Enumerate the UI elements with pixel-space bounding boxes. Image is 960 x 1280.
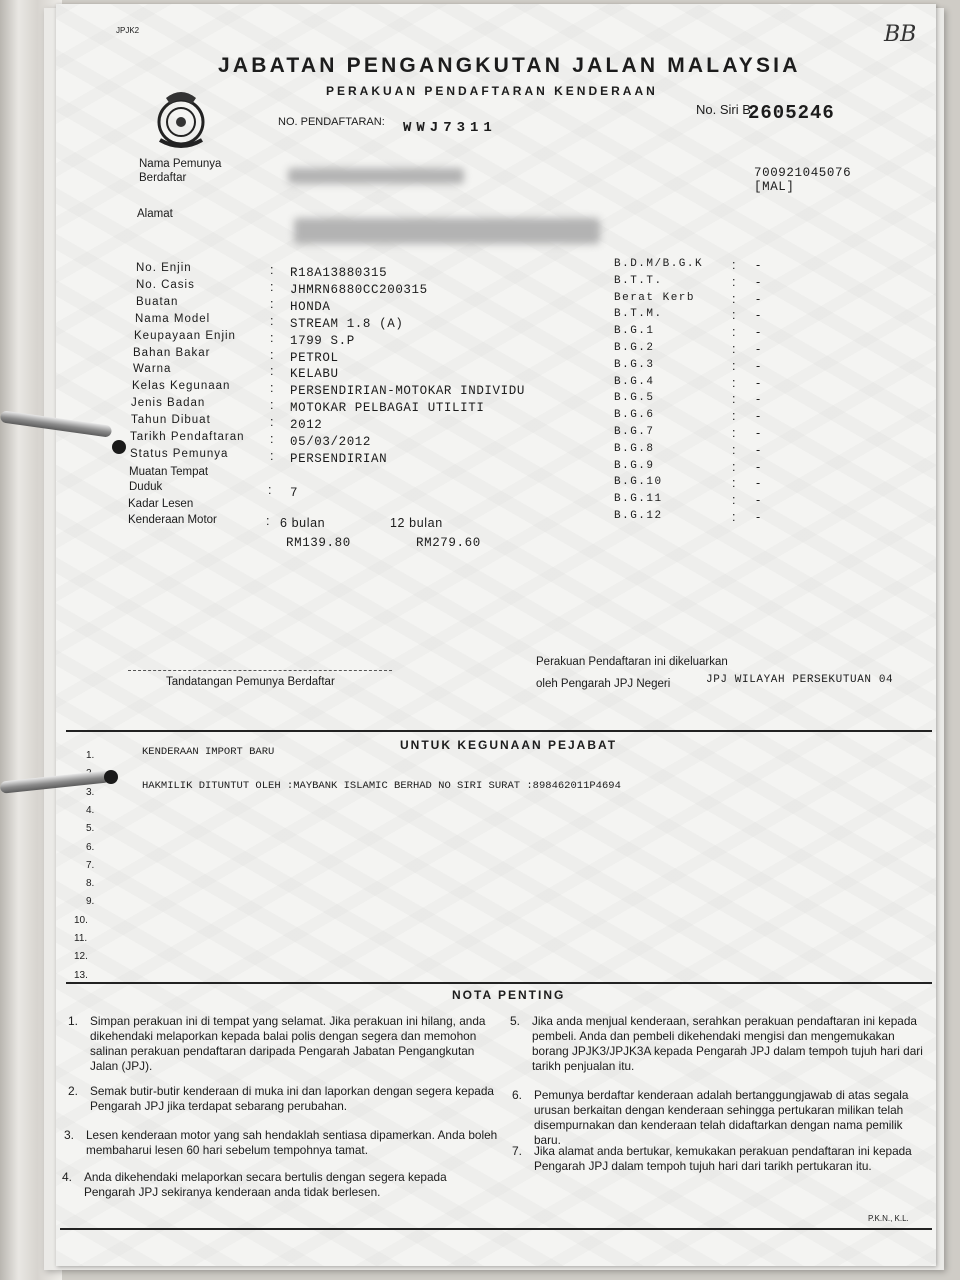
weight-colon: : — [732, 510, 737, 524]
issued-by-line-2: oleh Pengarah JPJ Negeri — [536, 678, 671, 690]
field-colon: : — [270, 263, 275, 277]
weight-label: B.G.8 — [614, 442, 655, 455]
nota-item-number: 6. — [512, 1088, 523, 1102]
weight-value: - — [756, 258, 761, 272]
weight-colon: : — [732, 476, 737, 491]
weight-value: - — [756, 476, 761, 491]
document-subtitle: PERAKUAN PENDAFTARAN KENDERAAN — [326, 84, 658, 98]
nota-item-text: Lesen kenderaan motor yang sah hendaklah sentiasa dipamerkan. Anda boleh membaharui lesen 60 hari sebelum tempohnya tamat. — [86, 1128, 498, 1157]
nota-item-number: 4. — [62, 1170, 73, 1184]
nota-item-text: Semak butir-butir kenderaan di muka ini dan laporkan dengan segera kepada Pengarah JPJ jika terdapat sebarang perubahan. — [90, 1084, 494, 1113]
field-label: Warna — [133, 363, 172, 376]
weight-label: B.G.6 — [614, 409, 655, 422]
office-line-number: 5. — [86, 823, 95, 835]
field-colon: : — [270, 296, 275, 311]
weight-label: B.G.12 — [614, 510, 663, 522]
field-colon: : — [270, 347, 275, 362]
office-line-number: 11. — [74, 933, 88, 944]
nota-item-text: Jika alamat anda bertukar, kemukakan perakuan pendaftaran ini kepada Pengarah JPJ dalam tempoh tujuh hari dari tarikh pertukaran itu. — [534, 1144, 912, 1173]
registration-certificate — [56, 4, 936, 1266]
license-rate-label: Kadar Lesen — [128, 498, 194, 510]
issuing-office: JPJ WILAYAH PERSEKUTUAN 04 — [706, 674, 894, 686]
nota-item-text: Anda dikehendaki melaporkan secara bertulis dengan segera kepada Pengarah JPJ sekiranya kenderaan anda tidak berlesen. — [84, 1170, 447, 1199]
owner-name-label-2: Berdaftar — [139, 172, 187, 184]
weight-colon: : — [732, 291, 737, 306]
field-value: 2012 — [290, 418, 323, 433]
office-line-number: 6. — [86, 841, 95, 853]
weight-label: B.G.1 — [614, 325, 655, 338]
redacted-address — [294, 218, 600, 244]
weight-value: - — [756, 308, 761, 323]
weight-value: - — [756, 510, 761, 524]
weight-colon: : — [732, 493, 737, 508]
weight-colon: : — [732, 409, 737, 424]
office-line-number: 10. — [74, 914, 88, 926]
weight-label: B.G.11 — [614, 493, 663, 506]
field-label: Nama Model — [135, 312, 211, 325]
weight-colon: : — [732, 258, 737, 272]
field-value: PERSENDIRIAN — [290, 451, 388, 466]
nota-item-text: Jika anda menjual kenderaan, serahkan perakuan pendaftaran ini kepada pembeli. Anda dan pembeli dikehendaki mengisi dan mengemukakan borang JPJK3/JPJK3A kepada Pengarah JPJ dalam tempoh tujuh hari dari tarikh penjualan itu. — [532, 1014, 923, 1073]
license-rate-label-2: Kenderaan Motor — [128, 514, 217, 526]
nota-divider — [66, 982, 932, 984]
weight-colon: : — [732, 342, 737, 356]
seating-value: 7 — [290, 486, 299, 500]
redacted-owner-name — [288, 168, 464, 184]
field-colon: : — [270, 448, 275, 463]
office-use-title: UNTUK KEGUNAAN PEJABAT — [400, 738, 618, 752]
punch-hole-bottom — [104, 770, 118, 784]
jpj-crest-icon — [146, 82, 216, 152]
field-label: Buatan — [136, 295, 179, 308]
field-value: STREAM 1.8 (A) — [290, 316, 404, 331]
weight-label: B.T.M. — [614, 308, 663, 321]
nota-item-number: 3. — [64, 1128, 75, 1142]
field-colon: : — [270, 415, 275, 430]
weight-value: - — [756, 375, 761, 390]
weight-value: - — [756, 342, 761, 356]
office-divider — [66, 730, 932, 732]
license-period-12: 12 bulan — [390, 516, 443, 530]
field-label: Bahan Bakar — [133, 346, 211, 359]
weight-value: - — [756, 358, 761, 373]
field-value: JHMRN6880CC200315 — [290, 282, 428, 297]
weight-colon: : — [732, 325, 737, 340]
weight-colon: : — [732, 426, 737, 440]
weight-value: - — [756, 392, 761, 407]
field-colon: : — [270, 432, 275, 446]
field-value: 1799 S.P — [290, 333, 355, 348]
field-label: No. Enjin — [136, 262, 192, 274]
weight-value: - — [756, 442, 761, 457]
owner-signature-line — [128, 670, 392, 671]
weight-label: B.G.2 — [614, 342, 655, 354]
office-line-2: HAKMILIK DITUNTUT OLEH :MAYBANK ISLAMIC BERHAD NO SIRI SURAT :898462011P4694 — [142, 780, 621, 792]
nota-title: NOTA PENTING — [452, 988, 566, 1002]
owner-id-tag: [MAL] — [754, 180, 795, 194]
address-label: Alamat — [137, 208, 173, 220]
field-label: Status Pemunya — [130, 447, 229, 460]
weight-label: B.G.4 — [614, 375, 655, 388]
weight-colon: : — [732, 392, 737, 407]
weight-value: - — [756, 325, 761, 340]
weight-label: B.T.T. — [614, 274, 663, 287]
office-line-number: 1. — [86, 750, 95, 761]
field-colon: : — [270, 330, 275, 345]
weight-colon: : — [732, 308, 737, 323]
weight-colon: : — [732, 274, 737, 289]
weight-label: B.G.10 — [614, 476, 663, 489]
nota-item-number: 2. — [68, 1084, 79, 1098]
seating-label: Muatan Tempat — [129, 466, 209, 478]
seating-label-2: Duduk — [129, 481, 163, 493]
corner-mark: BB — [884, 22, 917, 47]
field-value: PETROL — [290, 350, 339, 365]
nota-item-number: 1. — [68, 1014, 79, 1028]
nota-item-text: Pemunya berdaftar kenderaan adalah bertanggungjawab di atas segala urusan berkaitan dengan kenderaan sehingga pertukaran milikan telah disempurnakan dan kenderaan telah didaftarkan dengan nama pemilik baru. — [534, 1088, 909, 1147]
office-line-1: KENDERAAN IMPORT BARU — [142, 746, 275, 758]
field-value: HONDA — [290, 299, 331, 314]
weight-label: B.G.7 — [614, 426, 655, 438]
weight-label: B.G.3 — [614, 358, 655, 371]
registration-number: WWJ7311 — [403, 120, 497, 136]
field-value: 05/03/2012 — [290, 435, 372, 449]
office-line-number: 8. — [86, 878, 95, 890]
weight-value: - — [756, 459, 761, 474]
serial-number: 2605246 — [748, 102, 835, 124]
field-value: PERSENDIRIAN-MOTOKAR INDIVIDU — [290, 384, 525, 399]
owner-name-label: Nama Pemunya — [139, 158, 222, 170]
office-line-number: 3. — [86, 786, 95, 798]
weight-value: - — [756, 274, 761, 289]
weight-value: - — [756, 409, 761, 424]
field-colon: : — [270, 381, 275, 396]
nota-item-text: Simpan perakuan ini di tempat yang selamat. Jika perakuan ini hilang, anda dikehendaki melaporkan kepada balai polis dengan segera dan memohon salinan perakuan pendaftaran daripada Pengarah Jabatan Pengangkutan Jalan (JPJ). — [90, 1014, 486, 1073]
owner-signature-label: Tandatangan Pemunya Berdaftar — [166, 676, 335, 688]
field-label: Keupayaan Enjin — [134, 329, 236, 342]
field-label: Tarikh Pendaftaran — [130, 431, 245, 443]
weight-value: - — [756, 493, 761, 508]
license-colon: : — [266, 514, 271, 528]
field-colon: : — [270, 364, 275, 379]
weight-value: - — [756, 291, 761, 306]
office-line-number: 7. — [86, 859, 95, 871]
weight-label: Berat Kerb — [614, 291, 696, 304]
weight-colon: : — [732, 442, 737, 457]
weight-label: B.D.M/B.G.K — [614, 258, 704, 270]
weight-label: B.G.5 — [614, 392, 655, 405]
owner-id-number: 700921045076 — [754, 166, 852, 180]
office-line-number: 4. — [86, 804, 95, 816]
seating-colon: : — [268, 483, 273, 497]
license-rate-6: RM139.80 — [286, 536, 351, 550]
form-code: JPJK2 — [116, 26, 140, 35]
field-value: KELABU — [290, 367, 339, 382]
license-period-6: 6 bulan — [280, 516, 326, 530]
field-colon: : — [270, 398, 275, 413]
nota-item-number: 7. — [512, 1144, 523, 1158]
field-label: Jenis Badan — [131, 397, 206, 410]
footer-code: P.K.N., K.L. — [868, 1214, 909, 1223]
field-value: MOTOKAR PELBAGAI UTILITI — [290, 401, 485, 416]
document-title: JABATAN PENGANGKUTAN JALAN MALAYSIA — [218, 54, 801, 77]
weight-colon: : — [732, 459, 737, 474]
footer-divider — [60, 1228, 932, 1230]
field-label: No. Casis — [136, 278, 195, 291]
field-colon: : — [270, 279, 275, 294]
nota-item-number: 5. — [510, 1014, 521, 1028]
weight-label: B.G.9 — [614, 459, 655, 472]
field-colon: : — [270, 313, 275, 328]
weight-colon: : — [732, 358, 737, 373]
office-line-number: 9. — [86, 896, 95, 908]
weight-value: - — [756, 426, 761, 440]
registration-label: NO. PENDAFTARAN: — [278, 116, 385, 128]
weight-colon: : — [732, 375, 737, 390]
field-label: Kelas Kegunaan — [132, 380, 231, 393]
issued-by-line-1: Perakuan Pendaftaran ini dikeluarkan — [536, 656, 728, 668]
office-line-number: 12. — [74, 951, 88, 963]
field-label: Tahun Dibuat — [131, 414, 211, 427]
serial-label: No. Siri B — [696, 102, 751, 117]
office-line-number: 13. — [74, 969, 88, 981]
field-value: R18A13880315 — [290, 266, 388, 280]
punch-hole-top — [112, 440, 126, 454]
license-rate-12: RM279.60 — [416, 536, 481, 550]
